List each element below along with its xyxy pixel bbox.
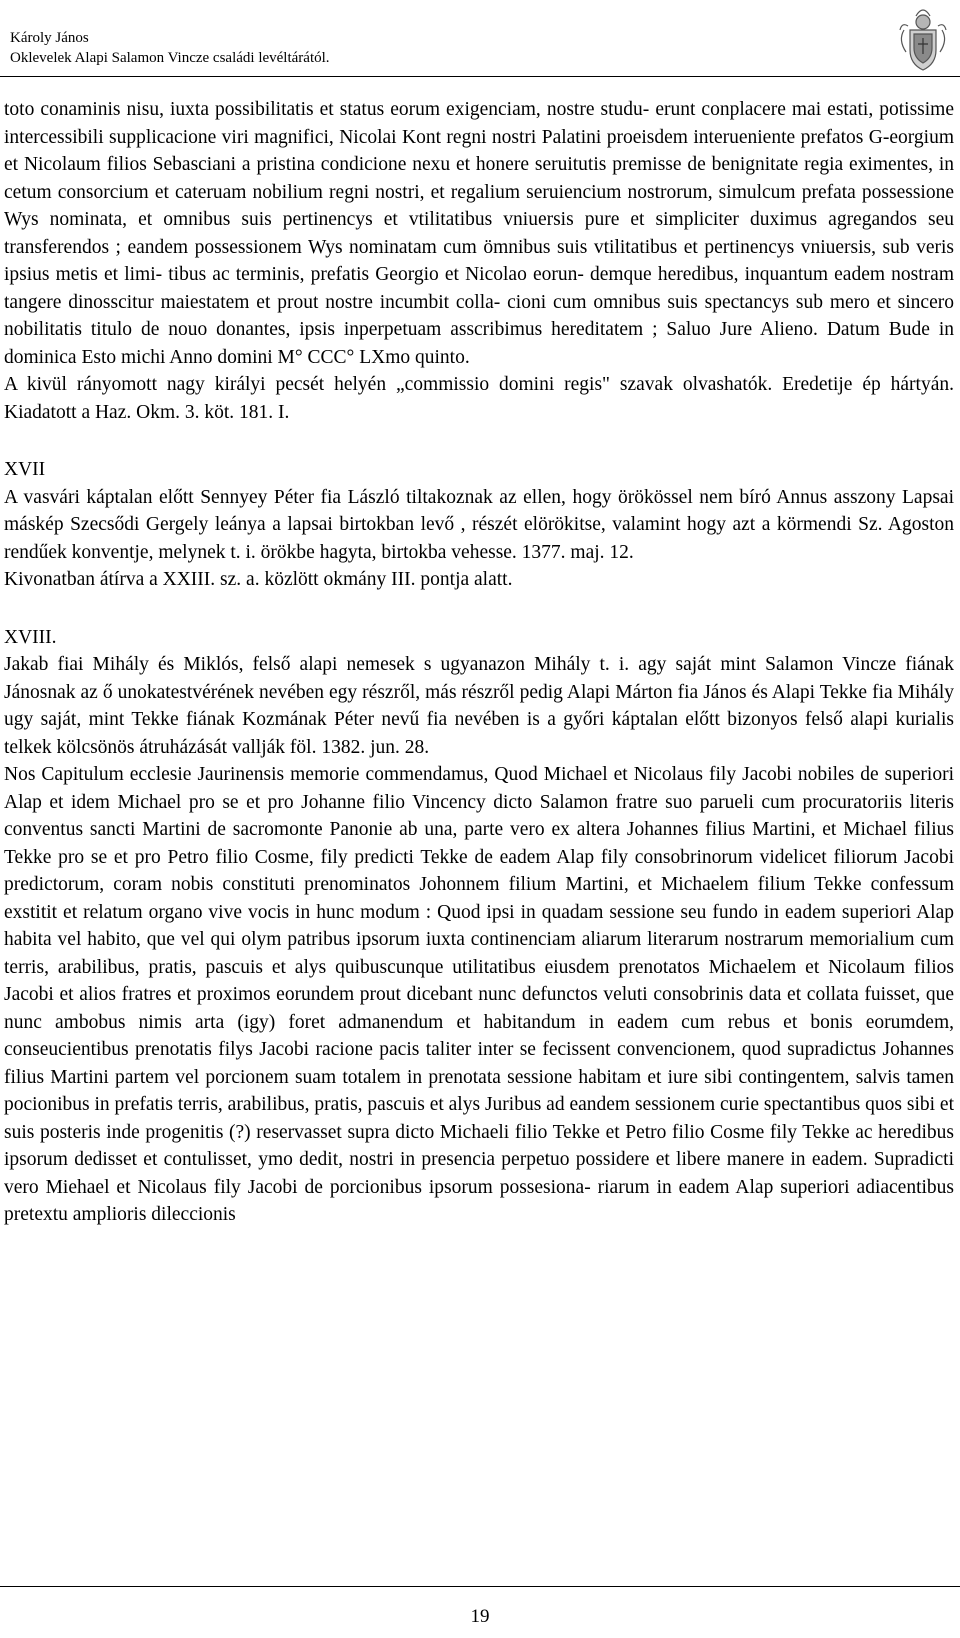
page-header [10, 28, 330, 68]
page-number: 19 [470, 1606, 490, 1627]
document-body [4, 96, 954, 1229]
seal-note-paragraph: A kivül rányomott nagy királyi pecsét helyén „commissio domini regis" szavak olvashatók. Eredetije ép hártyán. Kiadatott a Haz. Okm. 3. köt. 181. I. [4, 374, 954, 423]
section-heading-xvii: XVII [4, 459, 46, 480]
header-divider [0, 76, 960, 77]
footer-divider [0, 1586, 960, 1587]
section-xvii-note: Kivonatban átírva a XXIII. sz. a. közlött okmány III. pontja alatt. [4, 569, 513, 590]
section-heading-xviii: XVIII. [4, 626, 57, 648]
book-title: Oklevelek Alapi Salamon Vincze családi levéltárától. [10, 50, 330, 66]
charter-text-paragraph: toto conaminis nisu, iuxta possibilitatis et status eorum exigenciam, nostre studu- erunt conplacere mai estati, potissime intercessibili supplicacione viri magnifici, Nicolai Kont regni nostri Palatini proeisdem interueniente prefatos G-eorgium et Nicolaum filios Sebasciani a pristina condicione nexu et honere seruitutis premisse de benignitate regia eximentes, in cetum consorcium et cateruam nobilium regni nostri, et regalium seruiencium nostrorum, simulcum prefata possessione Wys nominata, et omnibus suis pertinencys et vtilitatibus vniuersis pure et simpliciter duximus agregandos seu transferendos ; eandem possessionem Wys nominatam cum ömnibus suis vtilitatibus et pertinencys vniuersis, sub veris ipsius metis et limi- tibus ac terminis, prefatis Georgio et Nicolao eorun- demque heredibus, inquantum eadem nostram tangere dinosscitur maiestatem et prout nostre incumbit colla- cioni cum omnibus suis spectancys sub mero et sincero nobilitatis titulo de nouo donantes, ipsis inperpetuam asscribimus hereditatem ; Saluo Jure Alieno. Datum Bude in dominica Esto michi Anno domini M° CCC° LXmo quinto. [4, 99, 954, 368]
author-name: Károly János [10, 30, 89, 46]
coat-of-arms-icon [894, 0, 952, 72]
section-xvii-summary: A vasvári káptalan előtt Sennyey Péter fia László tiltakoznak az ellen, hogy örökössel nem bíró Annus asszony Lapsai máskép​ Szecsődi Gergely leánya a lapsai birtokban levő , részét elörökitse, valamint hogy azt a körmendi Sz. Agoston rendűek konventje, melynek t. i. örökbe hagyta, birtokba vehesse. 1377. maj. 12. [4, 486, 954, 563]
section-xviii-summary: Jakab fiai Mihály és Miklós, felső alapi nemesek s ugyanazon Mihály t. i. agy saját mint Salamon Vincze fiának Jánosnak az ő unokatestvérének nevében egy részről, más részről pedig Alapi Márton fia János és Alapi Tekke fia Mihály ugy saját, mint Tekke fiának Kozmának Péter nevű fia nevében is a győri káptalan előtt bizonyos felső alapi kurialis telkek kölcsönös átruházását vallják föl. 1382. jun. 28. [4, 654, 954, 758]
section-xviii-charter-text: Nos Capitulum ecclesie Jaurinensis memorie commendamus, Quod Michael et Nicolaus fily Jacobi nobiles de superiori Alap et idem Michael pro se et pro Johanne filio Vincency dicto Salamon fratre suo parueli cum procuratoriis literis conventus sancti Martini de sacromonte Panonie ab una, parte vero ex altera Johannes filius Martini, et Michael filius Tekke pro se et pro Petro filio Cosme, fily predicti Tekke de eadem Alap fily consobrinorum videlicet filiorum Jacobi predictorum, coram nobis constituti prenominatos Johonnem filium Martini, et Michaelem filium Tekke confessum exstitit et relatum organo vive vocis in hunc modum : Quod ipsi in quadam sessione seu fundo in eadem superiori Alap habita vel habito, que vel qui olym patribus ipsorum iuxta continenciam aliarum literarum nostrarum memorialium cum terris, arabilibus, pratis, pascuis et alys quibuscunque utilitatibus eiusdem prenotatos Michaelem et Nicolaum filios Jacobi et alios fratres et proximos eorundem prout dicebant nunc defunctos veluti consobrinis data et collata fuisset, que nunc ambobus nimis arta (igy) foret admanendum et habitandum in eadem cum rebus et bonis eorumdem, conseucientibus prenotatis filys Jacobi racione pacis taliter inter se fecissent convencionem, quod supradictus Johannes filius Martini partem vel porcionem suam totalem in prenotata sessione habitam et iure sibi contingentem, salvis tamen pocionibus in prefatis terris, arabilibus, pratis, pascuis et alys Juribus ad eandem sessionem curie spectantibus quos sibi et suis posteris inde progenitis (?) reservasset supra dicto Michaeli filio Tekke et Petro filio Cosme fily Tekke ac heredibus ipsorum dedisset et contulisset, ymo dedit, nostri in presencia perpetuo possidere et libere manere in eadem. Supradicti vero Miehael et Nicolaus fily Jacobi de porcionibus ipsorum possesiona- riarum in eadem Alap superiori adiacentibus pretextu amplioris dileccionis [4, 764, 954, 1225]
